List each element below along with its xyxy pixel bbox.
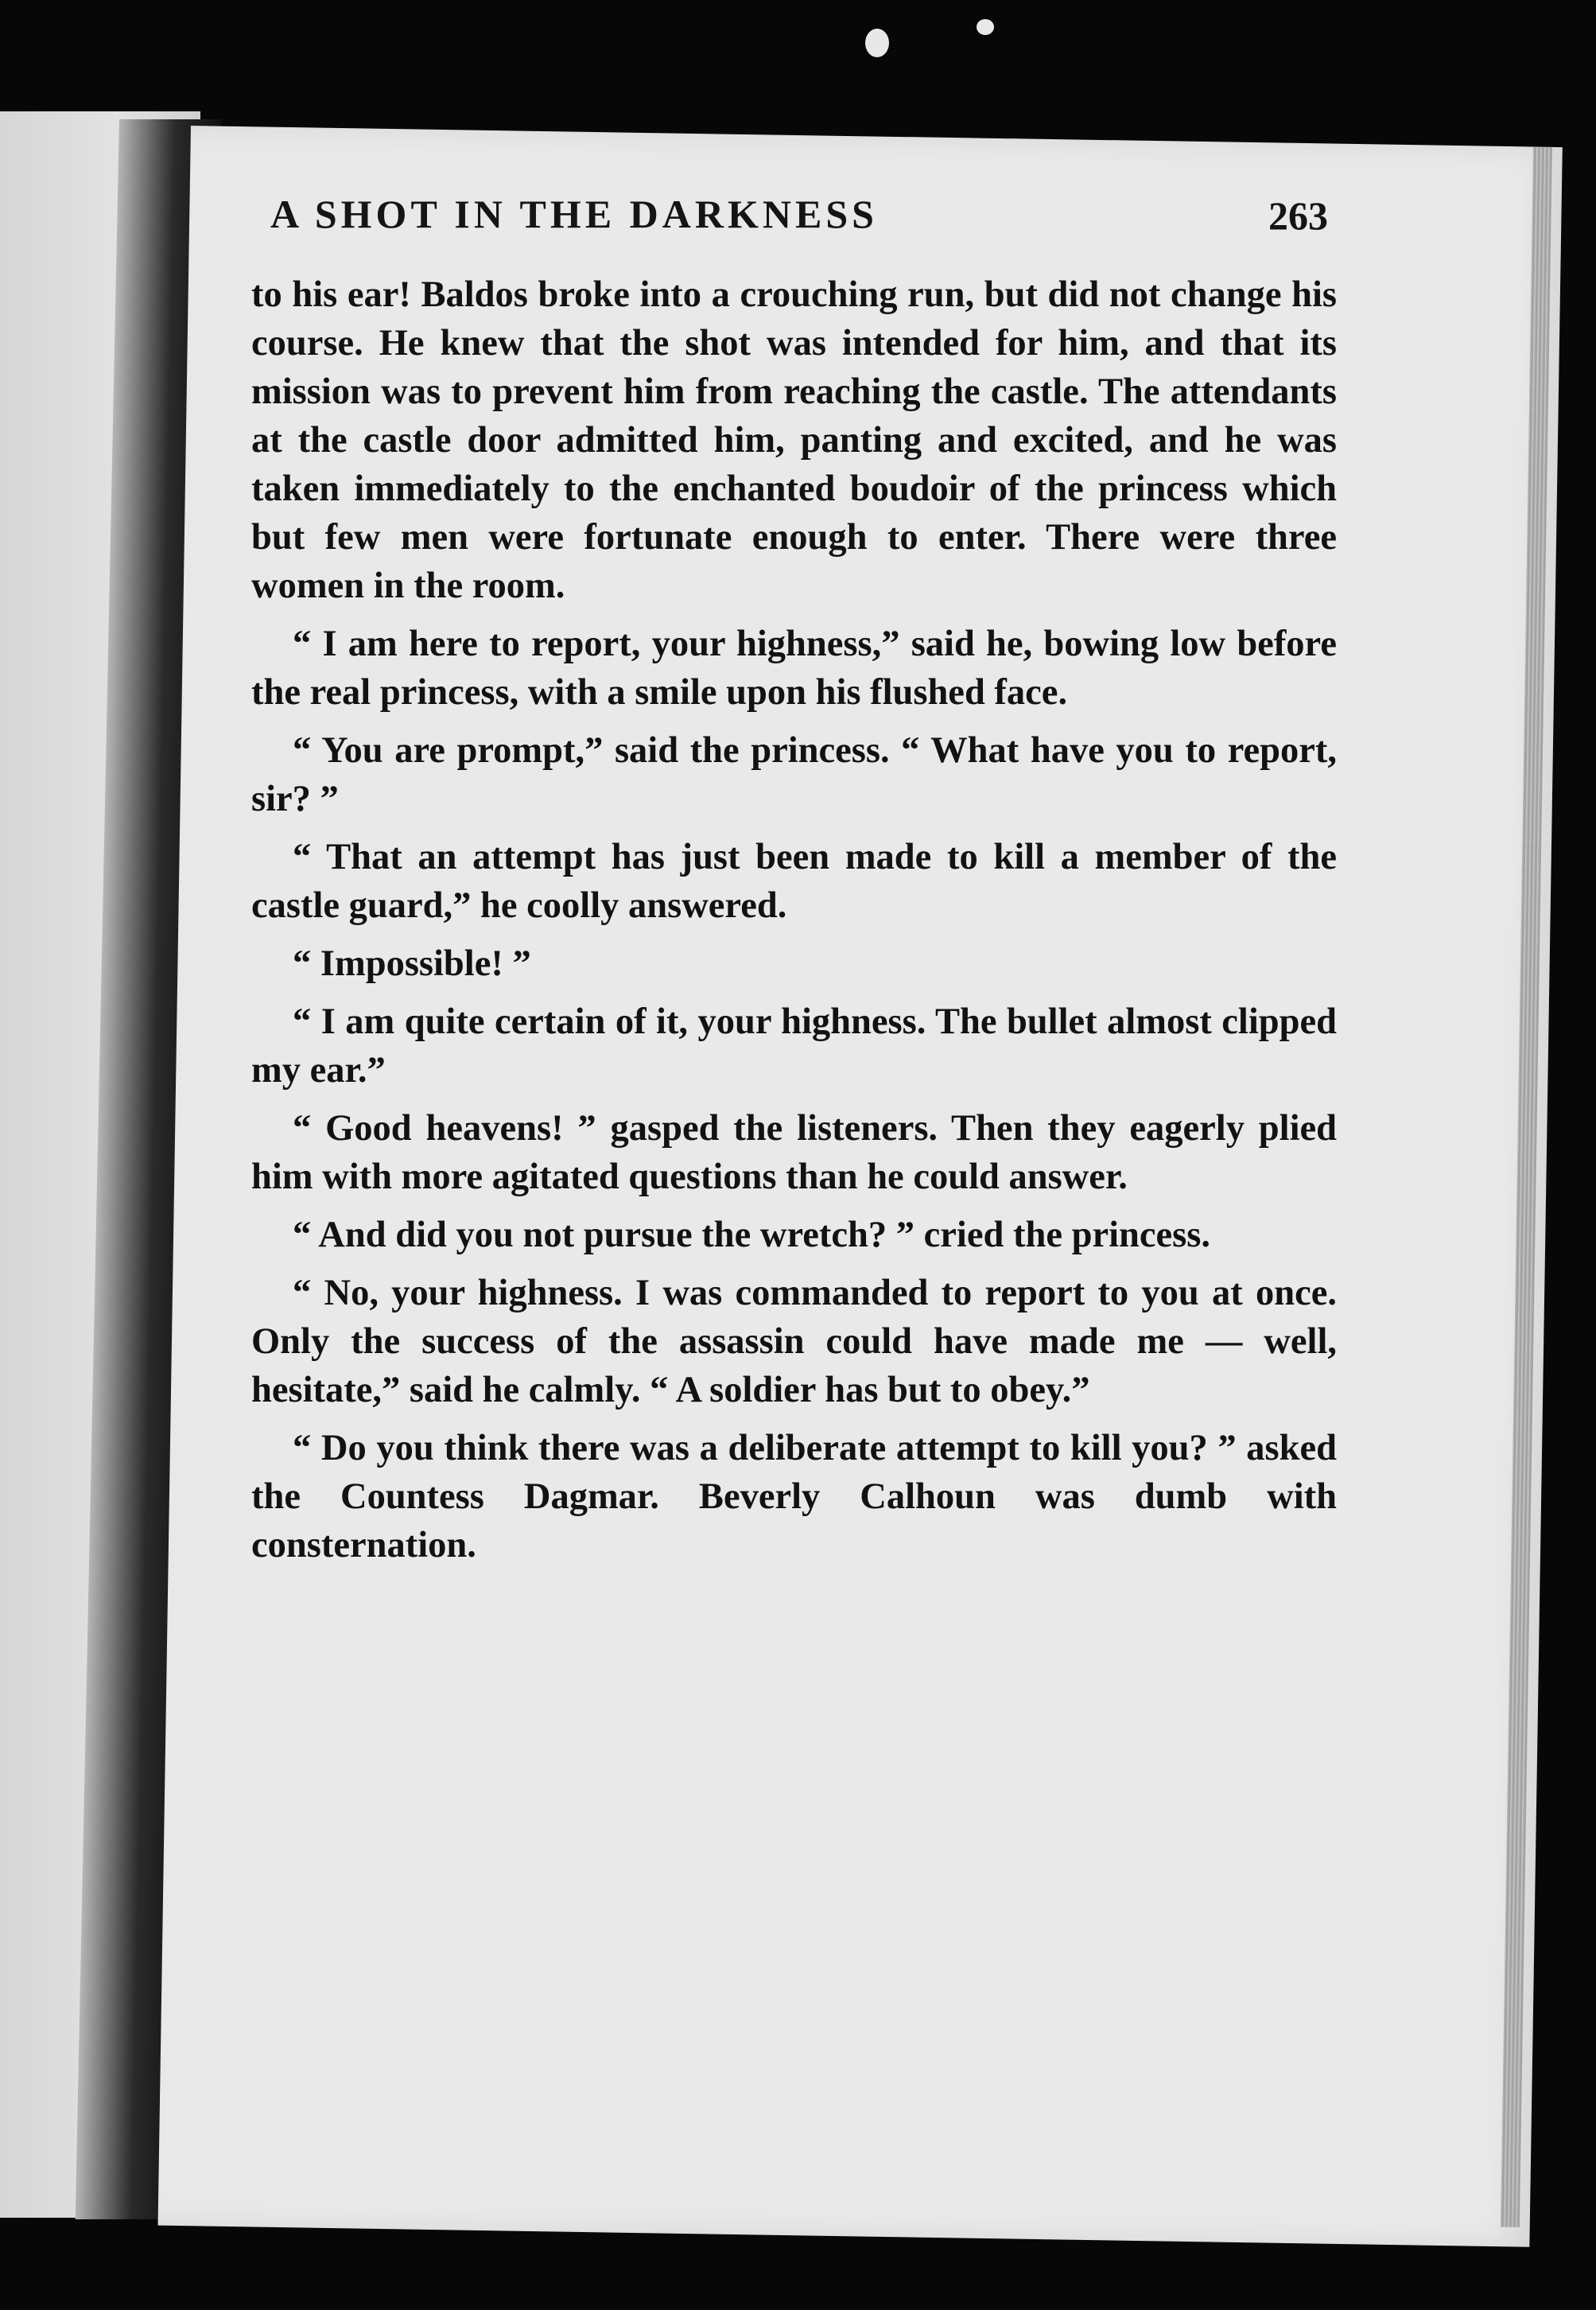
paragraph: “ I am here to report, your highness,” said he, bowing low before the real princess, with a smile upon his flushed face. [251,624,1337,713]
paragraph: “ That an attempt has just been made to kill a member of the castle guard,” he coolly answered. [251,837,1337,926]
paragraph: “ I am quite certain of it, your highness. The bullet almost clipped my ear.” [251,1001,1337,1091]
paragraph: “ No, your highness. I was commanded to report to you at once. Only the success of the assassin could have made me — well, hesitate,” said he calmly. “ A soldier has but to obey.” [251,1273,1337,1410]
page-header [270,191,1328,270]
page-number: 263 [1268,193,1328,238]
paragraph: “ Good heavens! ” gasped the listeners. Then they eagerly plied him with more agitated questions than he could answer. [251,1108,1337,1197]
running-head: A SHOT IN THE DARKNESS [270,192,878,236]
paragraph: to his ear! Baldos broke into a crouching run, but did not change his course. He knew that the shot was intended for him, and that its mission was to prevent him from reaching the castle. The attendants at the castle door admitted him, panting and excited, and he was taken immediately to the enchanted boudoir of the princess which but few men were fortunate enough to enter. There were three women in the room. [251,274,1337,606]
paragraph: “ Do you think there was a deliberate attempt to kill you? ” asked the Countess Dagmar. Beverly Calhoun was dumb with consternation. [251,1428,1337,1565]
body-text [251,270,1337,1579]
paragraph: “ And did you not pursue the wretch? ” cried the princess. [293,1215,1210,1255]
dust-speck [977,19,994,35]
paragraph: “ Impossible! ” [293,943,531,984]
paragraph: “ You are prompt,” said the princess. “ What have you to report, sir? ” [251,730,1337,819]
dust-speck [865,29,889,57]
